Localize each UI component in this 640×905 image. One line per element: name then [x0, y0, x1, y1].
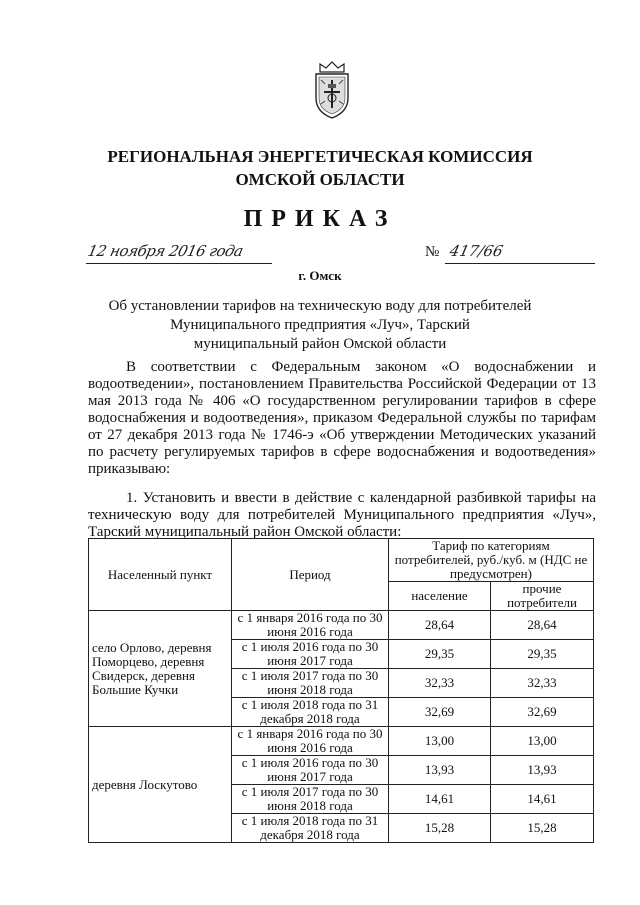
document-type: ПРИКАЗ — [243, 206, 397, 232]
period-cell: с 1 июля 2016 года по 30 июня 2017 года — [232, 756, 389, 785]
table-row — [89, 611, 594, 640]
other-tariff-cell: 32,33 — [491, 669, 594, 698]
order-subject — [0, 297, 640, 354]
subject-line: муниципальный район Омской области — [193, 336, 447, 352]
table-row — [89, 727, 594, 756]
subject-line: Об установлении тарифов на техническую воду для потребителей — [108, 298, 532, 314]
period-cell: с 1 июля 2018 года по 31 декабря 2018 года — [232, 698, 389, 727]
header-other-consumers: прочие потребители — [491, 582, 594, 611]
population-tariff-cell: 28,64 — [389, 611, 491, 640]
other-tariff-cell: 29,35 — [491, 640, 594, 669]
issuer-name-line1: РЕГИОНАЛЬНАЯ ЭНЕРГЕТИЧЕСКАЯ КОМИССИЯ — [107, 147, 533, 166]
period-cell: с 1 января 2016 года по 30 июня 2016 года — [232, 611, 389, 640]
period-cell: с 1 июля 2016 года по 30 июня 2017 года — [232, 640, 389, 669]
population-tariff-cell: 32,33 — [389, 669, 491, 698]
other-tariff-cell: 32,69 — [491, 698, 594, 727]
omsk-coat-of-arms-icon — [310, 58, 354, 120]
city: г. Омск — [298, 268, 342, 283]
place-cell: село Орлово, деревня Поморцево, деревня Свидерск, деревня Большие Кучки — [89, 611, 232, 727]
date-underline — [86, 263, 272, 264]
number-label: № — [425, 244, 440, 260]
population-tariff-cell: 13,00 — [389, 727, 491, 756]
other-tariff-cell: 15,28 — [491, 814, 594, 843]
population-tariff-cell: 15,28 — [389, 814, 491, 843]
number-underline — [445, 263, 595, 264]
population-tariff-cell: 14,61 — [389, 785, 491, 814]
item-1-paragraph: 1. Установить и ввести в действие с календарной разбивкой тарифы на техническую воду для потребителей Муниципального предприятия «Луч», Тарский муниципальный район Омской области: — [88, 490, 596, 540]
header-tariff: Тариф по категориям потребителей, руб./куб. м (НДС не предусмотрен) — [389, 539, 594, 582]
tariff-table — [88, 538, 594, 843]
other-tariff-cell: 28,64 — [491, 611, 594, 640]
header-period: Период — [232, 539, 389, 611]
place-cell: деревня Лоскутово — [89, 727, 232, 843]
subject-line: Муниципального предприятия «Луч», Тарский — [170, 317, 470, 333]
population-tariff-cell: 29,35 — [389, 640, 491, 669]
period-cell: с 1 июля 2018 года по 31 декабря 2018 года — [232, 814, 389, 843]
other-tariff-cell: 14,61 — [491, 785, 594, 814]
issuer-name-line2: ОМСКОЙ ОБЛАСТИ — [235, 170, 405, 189]
handwritten-number: 417/66 — [448, 242, 505, 260]
header-population: население — [389, 582, 491, 611]
other-tariff-cell: 13,00 — [491, 727, 594, 756]
period-cell: с 1 января 2016 года по 30 июня 2016 года — [232, 727, 389, 756]
period-cell: с 1 июля 2017 года по 30 июня 2018 года — [232, 669, 389, 698]
other-tariff-cell: 13,93 — [491, 756, 594, 785]
preamble-paragraph: В соответствии с Федеральным законом «О водоснабжении и водоотведении», постановлением Правительства Российской Федерации от 13 мая 2013 года № 406 «О государственном регулировании тарифов в сфере водоснабжения и водоотведения», приказом Федеральной службы по тарифам от 27 декабря 2013 года № 1746-э «Об утверждении Методических указаний по расчету регулируемых тарифов в сфере водоснабжения и водоотведения» приказываю: — [88, 359, 596, 477]
population-tariff-cell: 32,69 — [389, 698, 491, 727]
population-tariff-cell: 13,93 — [389, 756, 491, 785]
period-cell: с 1 июля 2017 года по 30 июня 2018 года — [232, 785, 389, 814]
handwritten-date: 12 ноября 2016 года — [86, 242, 245, 260]
header-place: Населенный пункт — [89, 539, 232, 611]
